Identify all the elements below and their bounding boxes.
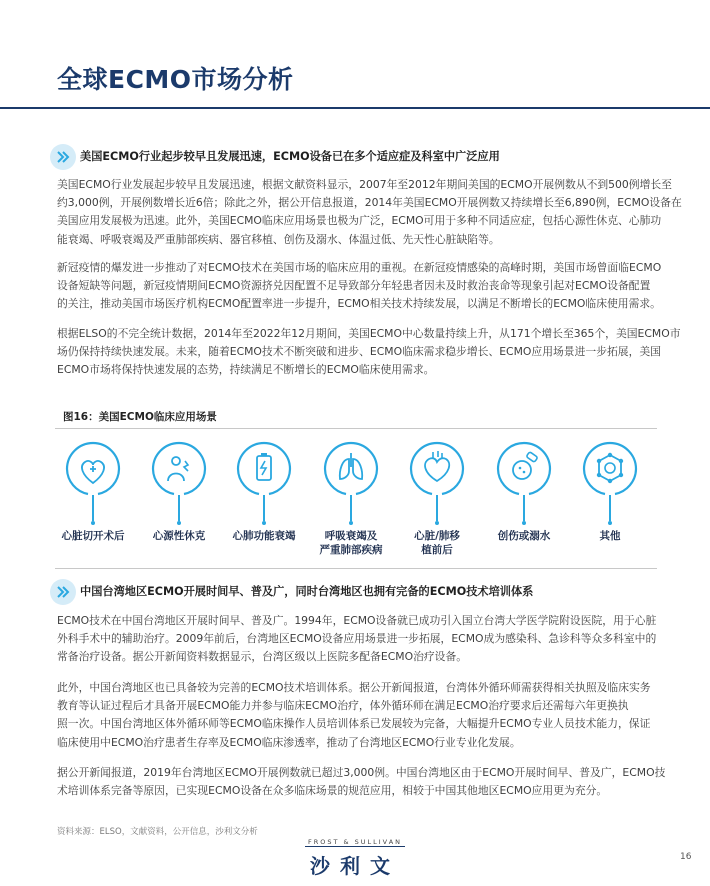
scenario-label: 心肺功能衰竭 xyxy=(232,530,296,542)
scenario-label: 呼吸衰竭及 严重肺部疾病 xyxy=(319,530,383,556)
scenario-respiratory-failure xyxy=(306,439,396,559)
section-heading-text: 中国台湾地区ECMO开展时间早、普及广，同时台湾地区也拥有完备的ECMO技术培训体系 xyxy=(80,585,534,598)
title-divider xyxy=(0,107,710,109)
heart-organ-icon xyxy=(406,439,468,525)
page-number: 16 xyxy=(680,852,692,862)
scenario-label: 心脏/肺移 植前后 xyxy=(414,530,460,556)
scenario-label: 心源性休克 xyxy=(152,530,206,542)
scenario-cardiogenic-shock xyxy=(134,439,224,559)
paragraph-us-covid: 新冠疫情的爆发进一步推动了对ECMO技术在美国市场的临床应用的重视。在新冠疫情感染的高峰时期，美国市场曾面临ECMO 设备短缺等问题，新冠疫情期间ECMO资源挤兑因配置不足导致部分年轻患者因未及时救治丧命等现象引起对ECMO设备配置 的关注，推动美国市场医疗机构ECMO配置率进一步提升，ECMO相关技术持续发展，以满足不断增长的ECMO临床使用需求。 xyxy=(57,261,662,311)
section-heading-us xyxy=(50,144,680,170)
scenario-cardiopulmonary-failure xyxy=(219,439,309,559)
figure-bottom-rule xyxy=(55,568,657,569)
scenario-transplant xyxy=(392,439,482,559)
paragraph-us-elso: 根据ELSO的不完全统计数据，2014年至2022年12月期间，美国ECMO中心数量持续上升，从171个增长至365个，美国ECMO市 场仍保持持续快速发展。未来，随着ECMO技术不断突破和进步、ECMO临床需求稳步增长、ECMO应用场景进一步拓展，美国 ECMO市场将保持快速发展的态势，持续满足不断增长的ECMO临床使用需求。 xyxy=(57,327,681,377)
battery-icon xyxy=(233,439,295,525)
paragraph-taiwan-training: 此外，中国台湾地区也已具备较为完善的ECMO技术培训体系。据公开新闻报道，台湾体外循环师需获得相关执照及临床实务 教育等认证过程后才具备开展ECMO能力并参与临床ECMO治疗，体外循环师在满足ECMO治疗要求后还需每六年更换执 照一次。中国台湾地区体外循环师等ECMO临床操作人员培训体系已发展较为完备，大幅提升ECMO专业人员技术能力，保证 临床使用中ECMO治疗患者生存率及ECMO临床渗透率，推动了台湾地区ECMO行业专业化发展。 xyxy=(57,681,651,749)
logo-chinese: 沙利文 xyxy=(310,854,400,878)
double-chevron-icon xyxy=(50,144,76,170)
source-note: 资料来源：ELSO，文献资料，公开信息，沙利文分析 xyxy=(57,827,258,837)
double-chevron-icon xyxy=(50,579,76,605)
figure-title: 图16：美国ECMO临床应用场景 xyxy=(63,411,217,423)
hexagon-network-icon xyxy=(579,439,641,525)
section-heading-taiwan xyxy=(50,579,680,605)
bandage-icon xyxy=(493,439,555,525)
scenario-label: 创伤或溺水 xyxy=(497,530,551,542)
scenario-label: 心脏切开术后 xyxy=(61,530,125,542)
scenario-heart-surgery xyxy=(48,439,138,559)
scenario-trauma-drowning xyxy=(479,439,569,559)
scenario-other xyxy=(565,439,655,559)
paragraph-us-growth: 美国ECMO行业发展起步较早且发展迅速，根据文献资料显示，2007年至2012年期间美国的ECMO开展例数从不到500例增长至 约3,000例，开展例数增长近6倍；除此之外，据公开信息报道，2014年美国ECMO开展例数又持续增长至6,890例，ECMO设备在 美国应用发展极为迅速。此外，美国ECMO临床应用场景也极为广泛，ECMO可用于多种不同适应症，包括心源性休克、心肺功 能衰竭、呼吸衰竭及严重肺部疾病、器官移植、创伤及溺水、体温过低、先天性心脏缺陷等。 xyxy=(57,178,682,246)
page-title: 全球ECMO市场分析 xyxy=(57,65,294,94)
cardiogenic-shock-icon xyxy=(148,439,210,525)
logo-english: FROST & SULLIVAN xyxy=(307,838,403,846)
logo-rule xyxy=(305,846,405,847)
paragraph-taiwan-history: ECMO技术在中国台湾地区开展时间早、普及广。1994年，ECMO设备就已成功引入国立台湾大学医学院附设医院，用于心脏 外科手术中的辅助治疗。2009年前后，台湾地区ECMO设备应用场景进一步拓展，ECMO成为感染科、急诊科等众多科室中的 常备治疗设备。据公开新闻资料数据显示，台湾区级以上医院多配备ECMO治疗设备。 xyxy=(57,614,657,664)
lungs-icon xyxy=(320,439,382,525)
heart-surgery-icon xyxy=(62,439,124,525)
figure-top-rule xyxy=(55,428,657,429)
section-heading-text: 美国ECMO行业起步较早且发展迅速，ECMO设备已在多个适应症及科室中广泛应用 xyxy=(80,150,500,163)
paragraph-taiwan-cases: 据公开新闻报道，2019年台湾地区ECMO开展例数就已超过3,000例。中国台湾地区由于ECMO开展时间早、普及广，ECMO技 术培训体系完备等原因，已实现ECMO设备在众多临床场景的规范应用，相较于中国其他地区ECMO应用更为充分。 xyxy=(57,766,666,798)
scenario-label: 其他 xyxy=(599,530,621,542)
